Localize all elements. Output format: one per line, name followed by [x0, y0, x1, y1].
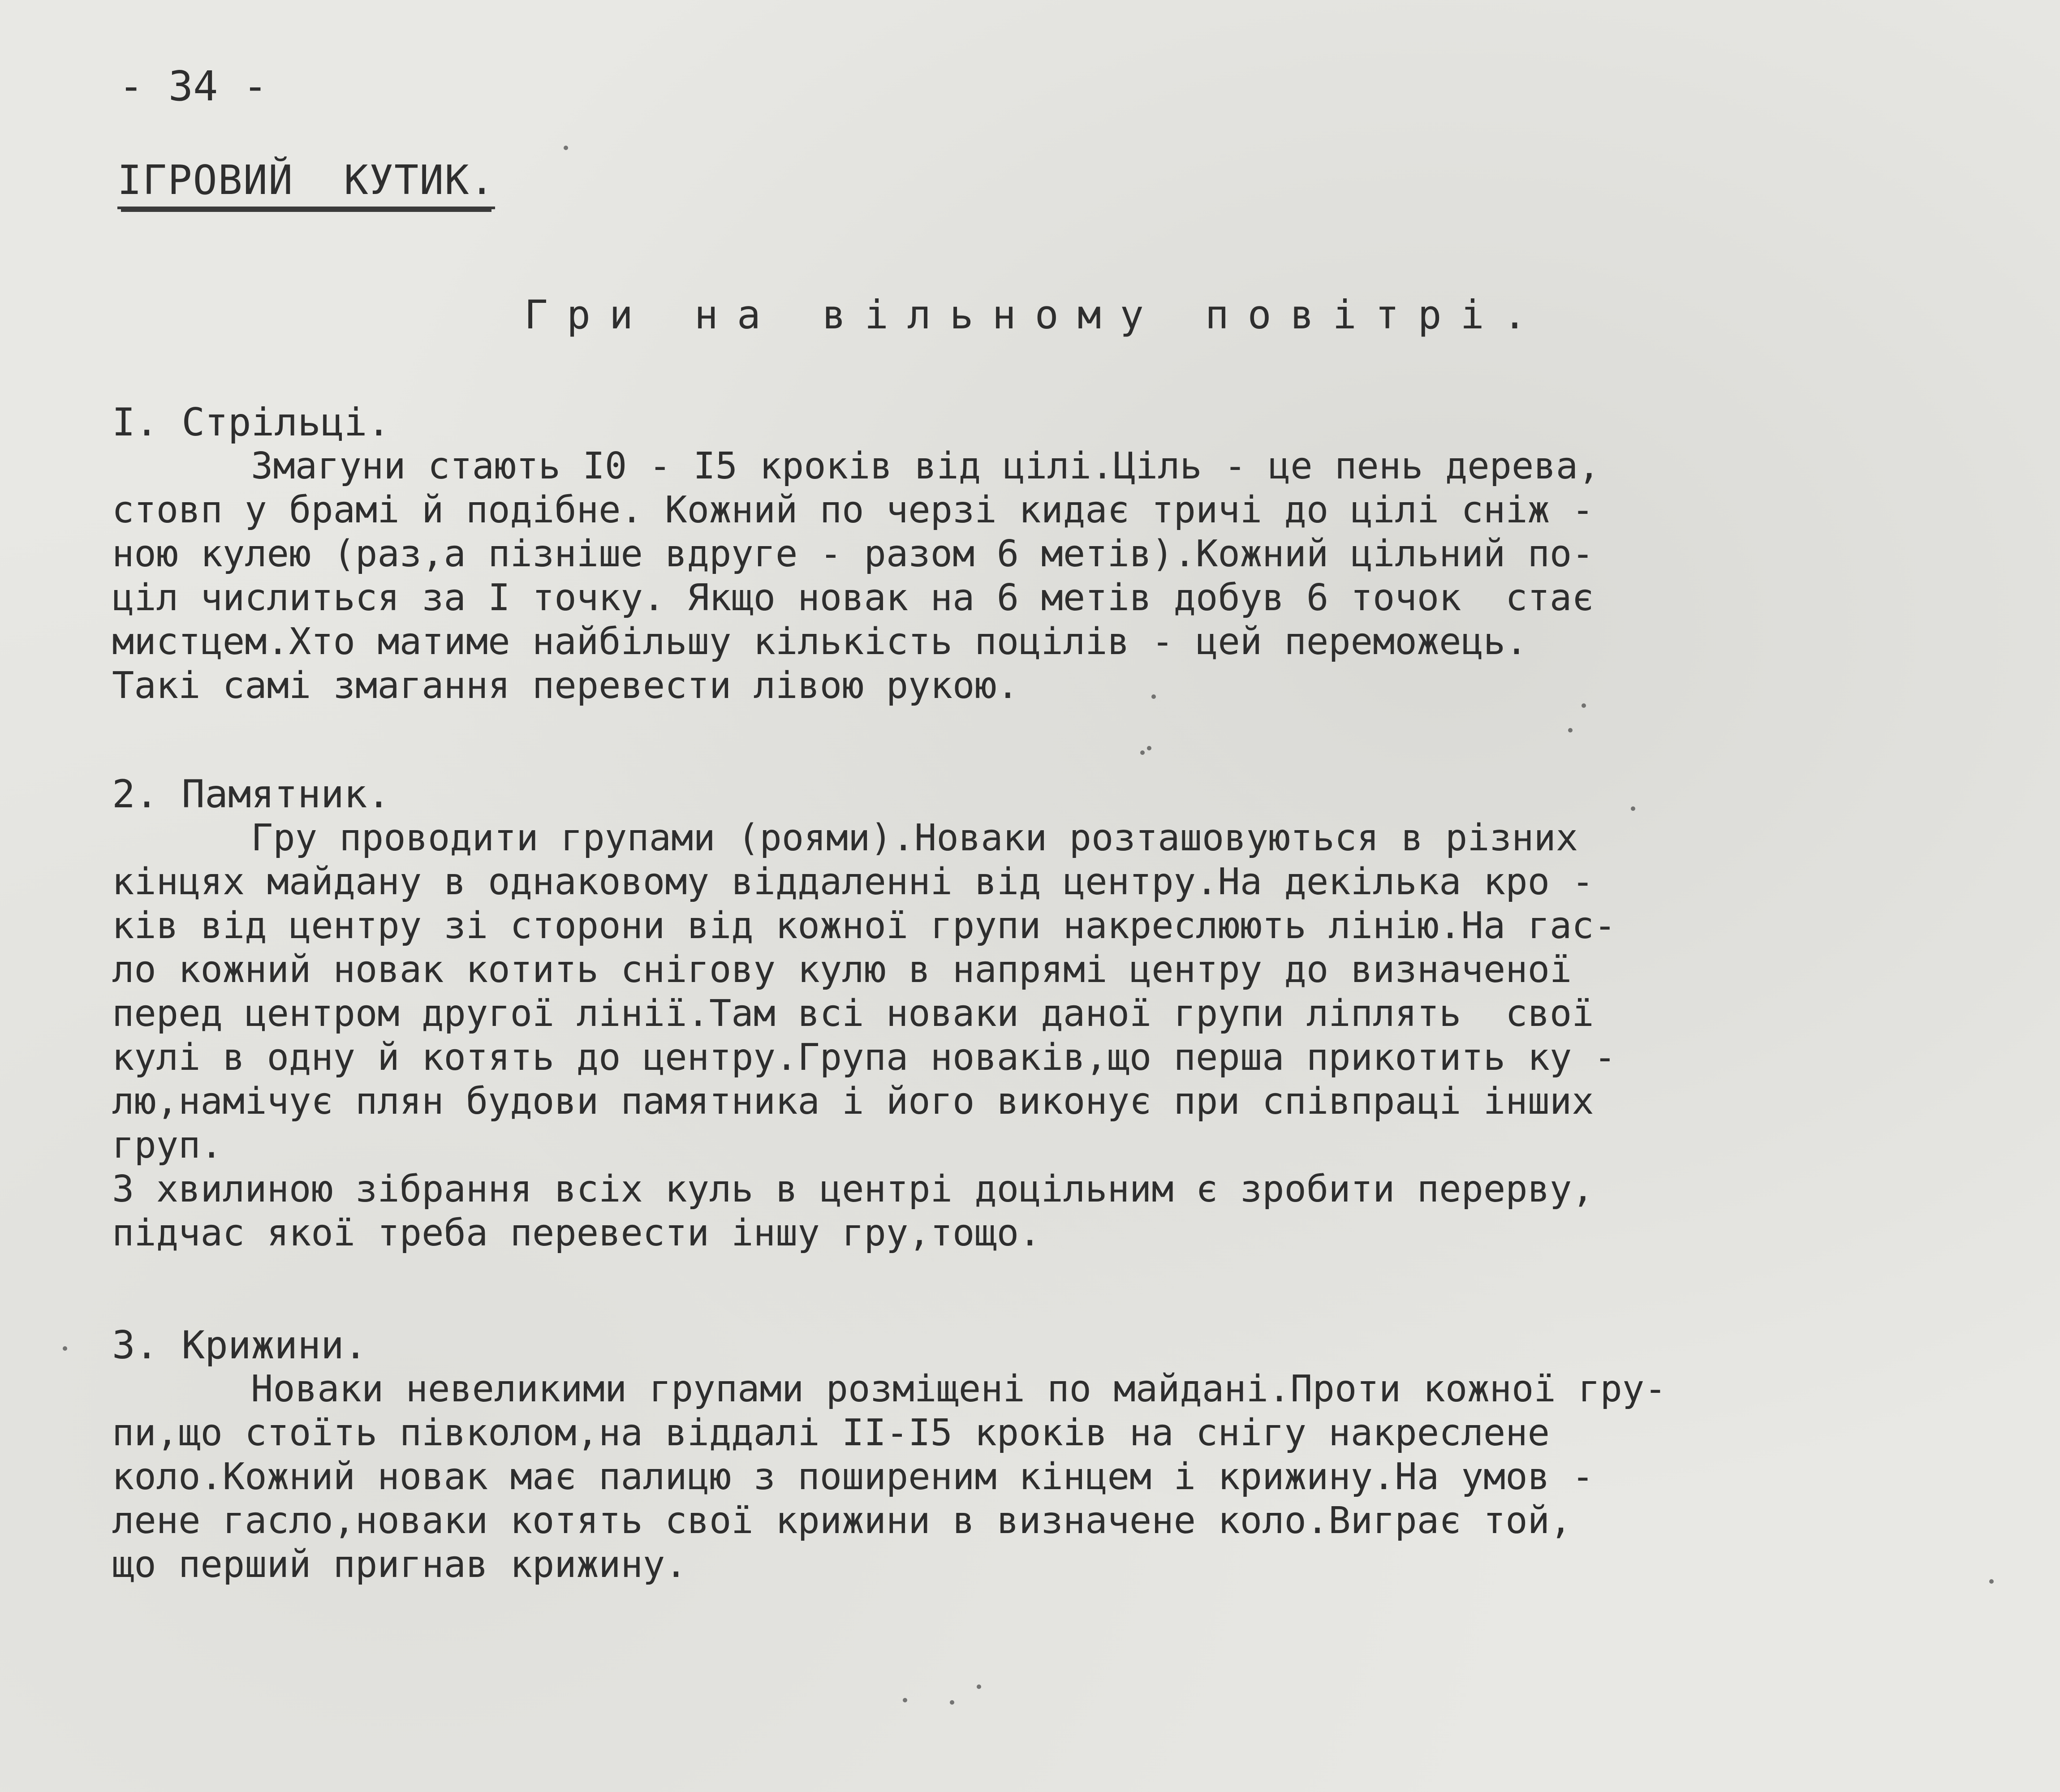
ink-speck	[1582, 703, 1586, 708]
game-3-title: 3. Крижини.	[112, 1323, 367, 1368]
ink-speck	[903, 1698, 907, 1702]
game-2-line: перед центром другої лінії.Там всі новаки даної групи ліплять свої	[112, 992, 1594, 1035]
ink-speck	[1568, 728, 1573, 732]
game-3-line: коло.Кожний новак має палицю з поширеним кінцем і крижину.На умов -	[112, 1456, 1594, 1498]
game-1-line: стовп у брамі й подібне. Кожний по черзі кидає тричі до цілі сніж -	[112, 489, 1594, 531]
game-2-line: З хвилиною зібрання всіх куль в центрі доцільним є зробити перерву,	[112, 1168, 1594, 1210]
section-title: ІГРОВИЙ КУТИК.	[117, 159, 495, 209]
ink-speck	[950, 1700, 954, 1705]
game-2-line: кулі в одну й котять до центру.Група новаків,що перша прикотить ку -	[112, 1036, 1616, 1079]
game-2-line: ків від центру зі сторони від кожної групи накреслюють лінію.На гас-	[112, 905, 1616, 947]
game-1-title: І. Стрільці.	[112, 400, 391, 445]
page-number: - 34 -	[119, 62, 268, 110]
game-2-line: підчас якої треба перевести іншу гру,тощо.	[112, 1212, 1041, 1254]
game-1-line: Такі самі змагання перевести лівою рукою.	[112, 664, 1019, 707]
game-2-line: ло кожний новак котить снігову кулю в напрямі центру до визначеної	[112, 948, 1572, 991]
ink-speck	[1151, 694, 1156, 699]
game-2-line: груп.	[112, 1124, 223, 1167]
game-2-line: лю,намічує плян будови памятника і його виконує при співпраці інших	[112, 1080, 1594, 1123]
game-1-line: Змагуни стають І0 - І5 кроків від цілі.Ціль - це пень дерева,	[251, 445, 1600, 487]
game-3-line: лене гасло,новаки котять свої крижини в визначене коло.Виграє той,	[112, 1499, 1572, 1542]
game-1-line: ціл числиться за І точку. Якщо новак на 6 метів добув 6 точок стає	[112, 577, 1594, 619]
ink-speck	[1140, 750, 1145, 755]
game-3-line: Новаки невеликими групами розміщені по майдані.Проти кожної гру-	[251, 1368, 1667, 1410]
game-2-title: 2. Памятник.	[112, 772, 391, 817]
game-3-line: що перший пригнав крижину.	[112, 1543, 687, 1586]
main-heading: Гри на вільному повітрі.	[524, 292, 1546, 338]
ink-speck	[1631, 806, 1635, 811]
ink-speck	[977, 1684, 981, 1689]
game-3-line: пи,що стоїть півколом,на віддалі ІІ-І5 кроків на снігу накреслене	[112, 1412, 1550, 1454]
game-2-line: кінцях майдану в однаковому віддаленні від центру.На декілька кро -	[112, 861, 1594, 903]
ink-speck	[564, 146, 568, 150]
game-1-line: мистцем.Хто матиме найбільшу кількість поцілів - цей переможець.	[112, 620, 1528, 663]
ink-speck	[63, 1346, 67, 1351]
game-2-line: Гру проводити групами (роями).Новаки розташовуються в різних	[251, 817, 1578, 859]
game-1-line: ною кулею (раз,а пізніше вдруге - разом 6 метів).Кожний цільний по-	[112, 533, 1594, 575]
ink-speck	[1989, 1579, 1994, 1584]
ink-speck	[1147, 746, 1151, 750]
